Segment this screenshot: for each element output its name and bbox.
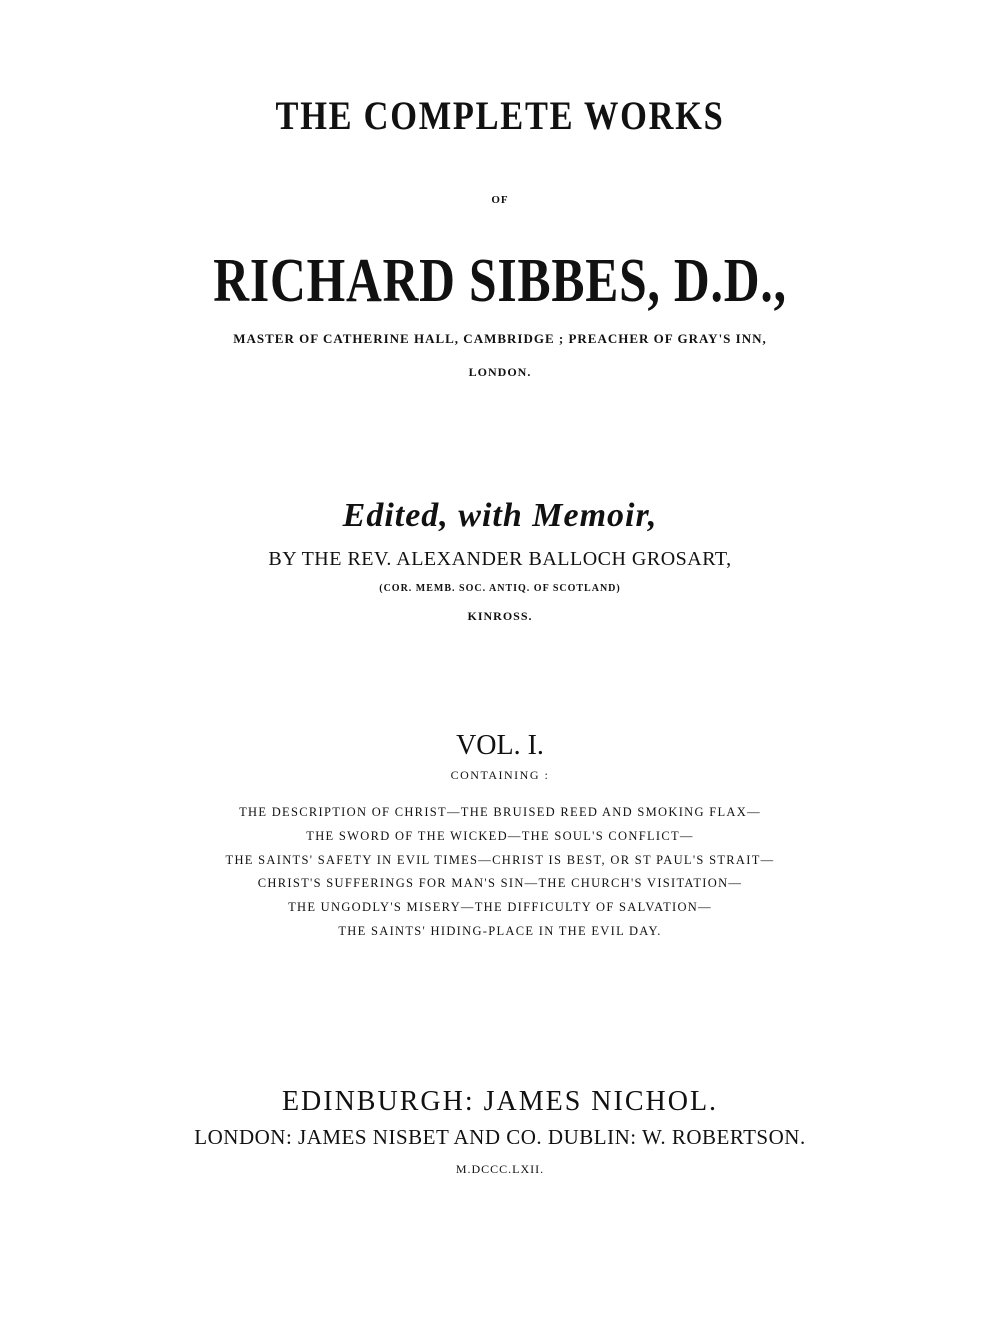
edited-with-memoir: Edited, with Memoir, [342, 497, 658, 534]
contents-list [0, 801, 1000, 944]
containing-label: CONTAINING : [450, 768, 550, 782]
editor-place: KINROSS. [467, 609, 533, 623]
contents-line: THE SAINTS' HIDING-PLACE IN THE EVIL DAY. [338, 923, 662, 938]
contents-line: THE SAINTS' SAFETY IN EVIL TIMES—CHRIST IS BEST, OR ST PAUL'S STRAIT— [225, 852, 775, 867]
contents-line: THE SWORD OF THE WICKED—THE SOUL'S CONFLICT— [306, 828, 694, 843]
editor-society: (COR. MEMB. SOC. ANTIQ. OF SCOTLAND) [379, 583, 621, 594]
publisher-line: EDINBURGH: JAMES NICHOL. [281, 1086, 719, 1117]
volume-label: VOL. I. [456, 730, 544, 761]
work-title: THE COMPLETE WORKS [275, 93, 725, 138]
author-office: MASTER OF CATHERINE HALL, CAMBRIDGE ; PREACHER OF GRAY'S INN, [233, 331, 767, 346]
title-connector: OF [491, 194, 509, 206]
contents-line: CHRIST'S SUFFERINGS FOR MAN'S SIN—THE CHURCH'S VISITATION— [257, 876, 743, 891]
publication-date: M.DCCC.LXII. [455, 1162, 545, 1176]
author-city: LONDON. [468, 365, 532, 379]
contents-line: THE UNGODLY'S MISERY—THE DIFFICULTY OF SALVATION— [288, 900, 712, 915]
distributors-line: LONDON: JAMES NISBET AND CO. DUBLIN: W. ROBERTSON. [194, 1125, 806, 1149]
contents-line: THE DESCRIPTION OF CHRIST—THE BRUISED REED AND SMOKING FLAX— [239, 805, 761, 819]
author-name: RICHARD SIBBES, D.D., [213, 247, 787, 315]
editor-name: BY THE REV. ALEXANDER BALLOCH GROSART, [268, 548, 732, 570]
